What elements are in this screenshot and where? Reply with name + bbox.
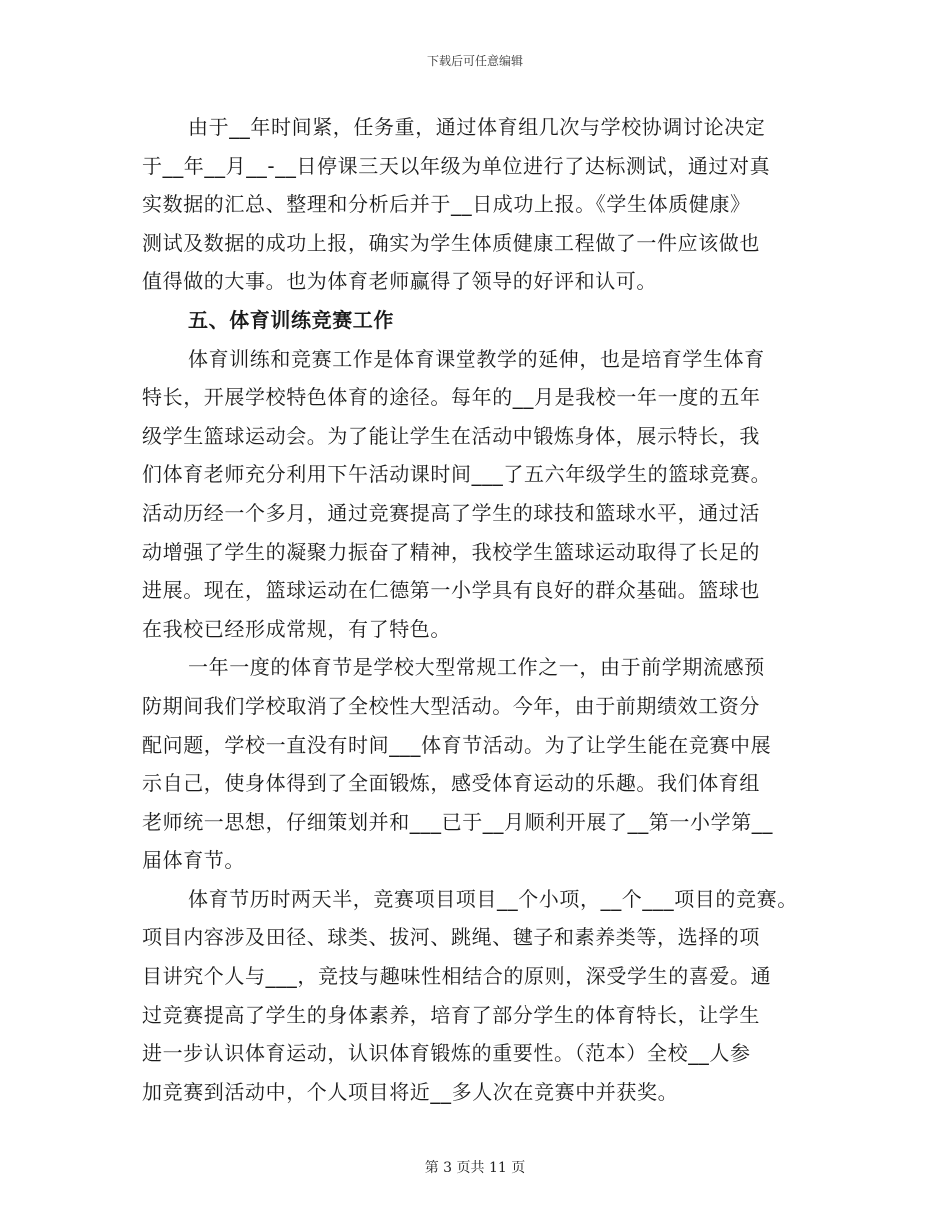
paragraph-line: 配问题，学校一直没有时间___体育节活动。为了让学生能在竞赛中展 (142, 732, 772, 757)
paragraph-line: 进展。现在，篮球运动在仁德第一小学具有良好的群众基础。篮球也 (142, 578, 760, 603)
paragraph-line: 体育节历时两天半，竞赛项目项目__个小项，__个___项目的竞赛。 (188, 886, 798, 911)
paragraph-line: 活动历经一个多月，通过竞赛提高了学生的球技和篮球水平，通过活 (142, 500, 760, 525)
paragraph-line: 级学生篮球运动会。为了能让学生在活动中锻炼身体，展示特长，我 (142, 423, 760, 448)
paragraph-line: 项目内容涉及田径、球类、拔河、跳绳、毽子和素养类等，选择的项 (142, 925, 760, 950)
paragraph-line: 加竞赛到活动中，个人项目将近__多人次在竞赛中并获奖。 (142, 1079, 679, 1104)
paragraph-line: 体育训练和竞赛工作是体育课堂教学的延伸，也是培育学生体育 (188, 346, 765, 371)
paragraph-line: 防期间我们学校取消了全校性大型活动。今年，由于前期绩效工资分 (142, 693, 760, 718)
paragraph-line: 动增强了学生的凝聚力振奋了精神，我校学生篮球运动取得了长足的 (142, 539, 760, 564)
paragraph-line: 测试及数据的成功上报，确实为学生体质健康工程做了一件应该做也 (142, 230, 760, 255)
paragraph-line: 一年一度的体育节是学校大型常规工作之一，由于前学期流感预 (188, 655, 765, 680)
paragraph-line: 目讲究个人与___，竞技与趣味性相结合的原则，深受学生的喜爱。通 (142, 964, 772, 989)
page-footer: 第 3 页共 11 页 (424, 1160, 526, 1176)
paragraph-line: 由于__年时间紧，任务重，通过体育组几次与学校协调讨论决定 (188, 115, 766, 139)
paragraph-line: 值得做的大事。也为体育老师赢得了领导的好评和认可。 (142, 269, 657, 294)
paragraph-line: 过竞赛提高了学生的身体素养，培育了部分学生的体育特长，让学生 (142, 1002, 760, 1027)
paragraph-line: 进一步认识体育运动，认识体育锻炼的重要性。（范本）全校__人参 (142, 1041, 751, 1066)
paragraph-line: 在我校已经形成常规，有了特色。 (142, 616, 451, 641)
paragraph-line: 老师统一思想，仔细策划并和___已于__月顺利开展了__第一小学第__ (142, 809, 773, 834)
paragraph-line: 实数据的汇总、整理和分析后并于__日成功上报。《学生体质健康》 (142, 192, 751, 217)
paragraph-line: 示自己，使身体得到了全面锻炼，感受体育运动的乐趣。我们体育组 (142, 771, 760, 796)
paragraph-line: 们体育老师充分利用下午活动课时间___了五六年级学生的篮球竞赛。 (142, 462, 772, 487)
paragraph-line: 届体育节。 (142, 848, 245, 873)
paragraph-line: 于__年__月__-__日停课三天以年级为单位进行了达标测试，通过对真 (142, 153, 771, 178)
paragraph-line: 特长，开展学校特色体育的途径。每年的__月是我校一年一度的五年 (142, 385, 761, 410)
section-heading: 五、体育训练竞赛工作 (188, 307, 394, 332)
document-body (142, 108, 822, 1111)
page-header: 下载后可任意编辑 (426, 54, 523, 68)
